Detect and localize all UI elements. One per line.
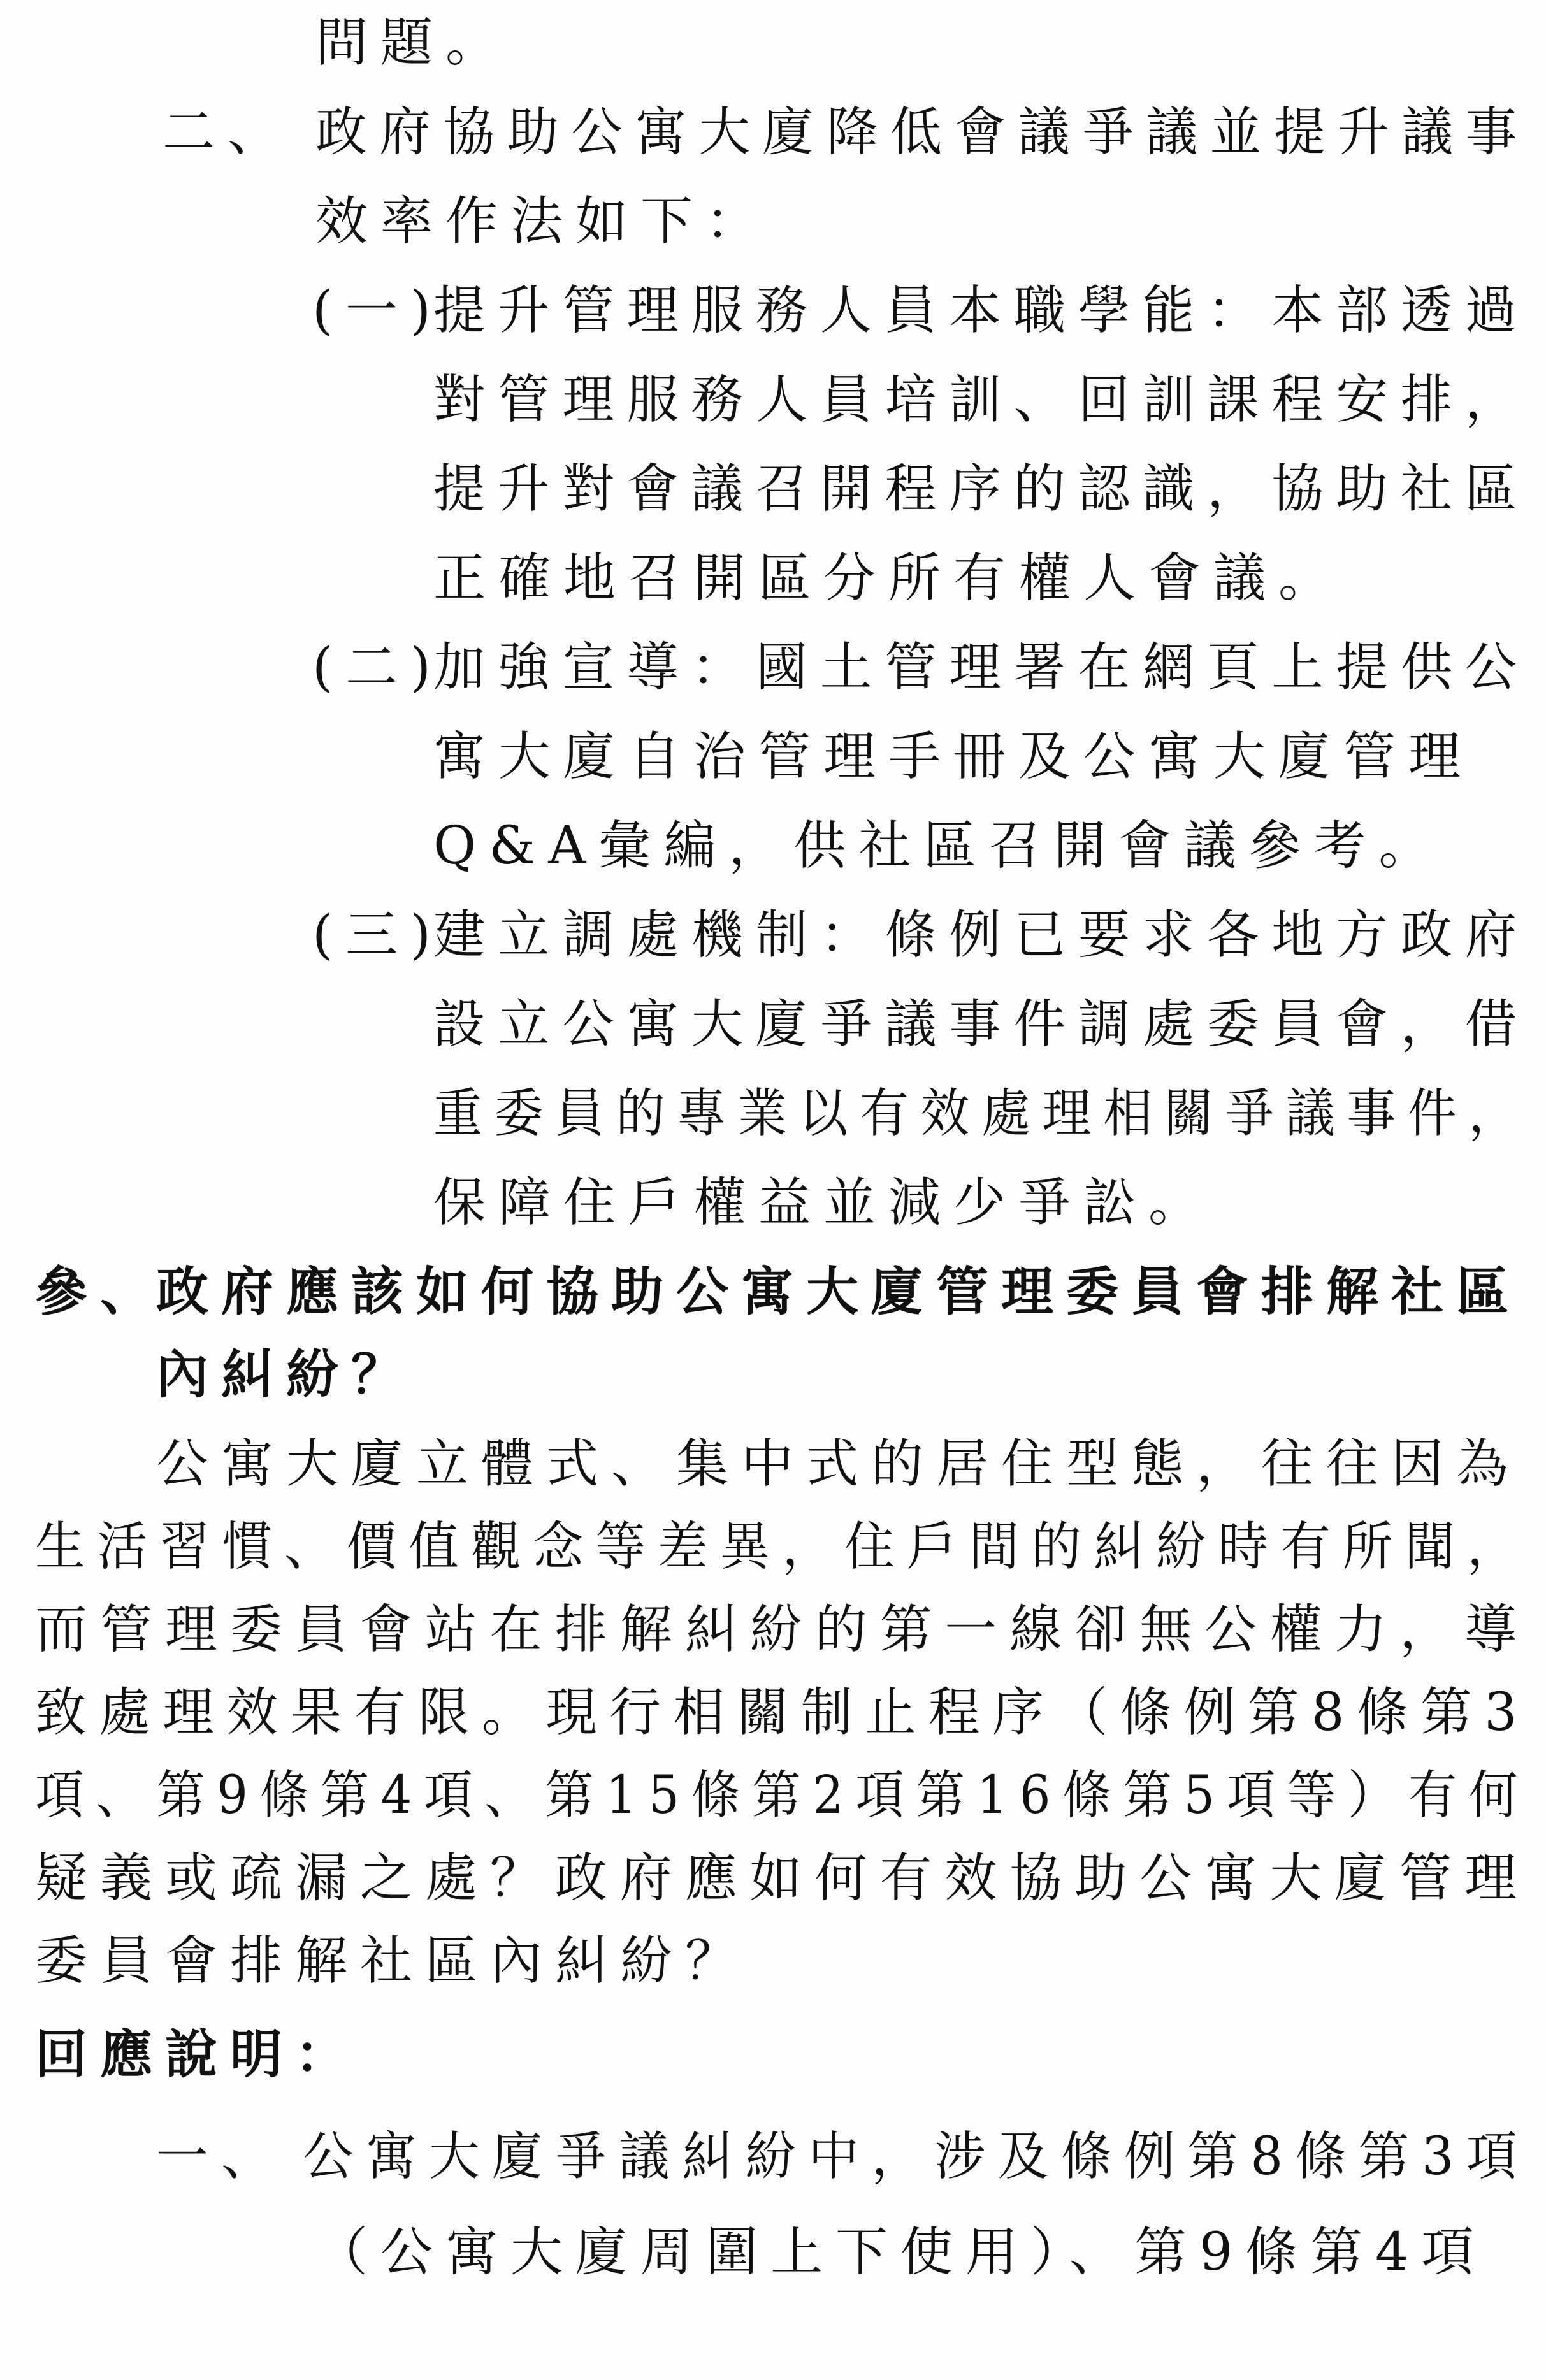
item-one-line: 提升管理服務人員本職學能：本部透過 bbox=[433, 280, 1529, 341]
item-two-marker: (二) bbox=[312, 637, 444, 698]
section-three-marker: 參、 bbox=[35, 1262, 166, 1322]
section-three-heading: 政府應該如何協助公寓大廈管理委員會排解社區 bbox=[156, 1262, 1522, 1322]
paragraph-line: 疑義或疏漏之處？政府應如何有效協助公寓大廈管理 bbox=[35, 1848, 1530, 1908]
item-one-line: 正確地召開區分所有權人會議。 bbox=[433, 548, 1344, 609]
section-two-line: 政府協助公寓大廈降低會議爭議並提升議事 bbox=[315, 102, 1530, 162]
paragraph-line: 委員會排解社區內糾紛？ bbox=[35, 1931, 751, 1991]
response-heading: 回應說明： bbox=[35, 2024, 361, 2085]
section-two-marker: 二、 bbox=[163, 102, 293, 162]
item-three-line: 保障住戶權益並減少爭訟。 bbox=[433, 1172, 1214, 1233]
item-one-line: 提升對會議召開程序的認識，協助社區 bbox=[433, 459, 1529, 519]
paragraph-line: 而管理委員會站在排解糾紛的第一線卻無公權力，導 bbox=[35, 1599, 1530, 1660]
paragraph-line: 項、第9條第4項、第15條第2項第16條第5項等）有何 bbox=[35, 1765, 1530, 1826]
response-item-one-line: （公寓大廈周圍上下使用）、第9條第4項 bbox=[315, 2222, 1487, 2283]
item-one-marker: (一) bbox=[312, 280, 444, 341]
item-three-line: 設立公寓大廈爭議事件調處委員會，借 bbox=[433, 994, 1529, 1055]
response-item-one-line: 公寓大廈爭議糾紛中，涉及條例第8條第3項 bbox=[303, 2126, 1530, 2187]
item-two-line: 加強宣導：國土管理署在網頁上提供公 bbox=[433, 637, 1529, 698]
item-three-line: 建立調處機制：條例已要求各地方政府 bbox=[433, 905, 1529, 965]
response-item-one-marker: 一、 bbox=[156, 2126, 287, 2187]
item-two-line: Q&A彙編，供社區召開會議參考。 bbox=[433, 816, 1444, 876]
paragraph-line: 生活習慣、價值觀念等差異，住戶間的糾紛時有所聞， bbox=[35, 1517, 1529, 1577]
paragraph-line: 致處理效果有限。現行相關制止程序（條例第8條第3 bbox=[35, 1682, 1530, 1743]
item-one-line: 對管理服務人員培訓、回訓課程安排， bbox=[433, 370, 1529, 430]
item-three-marker: (三) bbox=[312, 905, 444, 965]
item-two-line: 寓大廈自治管理手冊及公寓大廈管理 bbox=[433, 726, 1474, 787]
section-three-heading: 內糾紛？ bbox=[156, 1345, 417, 1405]
section-two-line: 效率作法如下： bbox=[315, 191, 771, 252]
item-three-line: 重委員的專業以有效處理相關爭議事件， bbox=[433, 1083, 1529, 1144]
paragraph-line: 公寓大廈立體式、集中式的居住型態，往往因為 bbox=[156, 1434, 1522, 1494]
continuation-text: 問題。 bbox=[315, 13, 511, 73]
